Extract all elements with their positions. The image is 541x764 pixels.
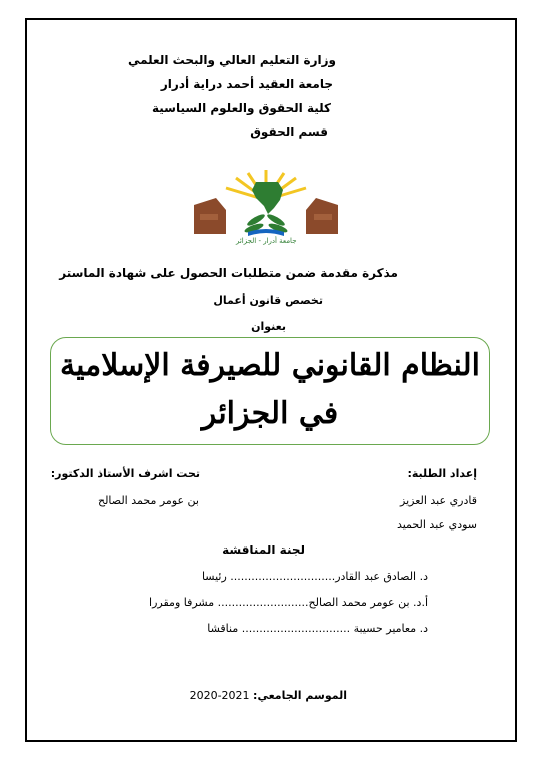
committee-label: لجنة المناقشة — [222, 543, 305, 557]
committee-member-chair: د. الصادق عبد القادر.............................. رئيسا — [201, 570, 428, 583]
ministry-name: وزارة التعليم العالي والبحث العلمي — [127, 53, 336, 67]
specialty: تخصص قانون أعمال — [213, 294, 323, 307]
thesis-title-box — [50, 337, 490, 445]
department-name: قسم الحقوق — [250, 125, 328, 139]
faculty-name: كلية الحقوق والعلوم السياسية — [151, 101, 331, 115]
supervisor-label: تحت اشرف الأستاذ الدكتور: — [50, 467, 200, 480]
committee-member-supervisor: أ.د. بن عومر محمد الصالح.......................... مشرفا ومقررا — [149, 596, 428, 609]
memo-statement: مذكرة مقدمة ضمن متطلبات الحصول على شهادة الماستر — [59, 266, 398, 280]
supervisor-name: بن عومر محمد الصالح — [97, 494, 199, 507]
thesis-title-line-2: في الجزائر — [201, 396, 339, 431]
titled-label: بعنوان — [251, 320, 286, 333]
students-label: إعداد الطلبة: — [407, 467, 477, 480]
university-logo — [186, 170, 346, 250]
committee-member-examiner: د. معامير حسيبة ............................... مناقشا — [207, 622, 428, 635]
student-name-2: سودي عبد الحميد — [396, 518, 477, 531]
academic-year-label: الموسم الجامعي: — [253, 689, 347, 702]
university-name: جامعة العقيد أحمد دراية أدرار — [160, 77, 333, 91]
student-name-1: قادري عبد العزيز — [400, 494, 477, 507]
thesis-title-line-1: النظام القانوني للصيرفة الإسلامية — [60, 348, 480, 383]
academic-year — [190, 689, 347, 702]
logo-caption: جامعة أدرار - الجزائر — [236, 237, 297, 245]
academic-year-value: 2020-2021 — [189, 689, 250, 702]
